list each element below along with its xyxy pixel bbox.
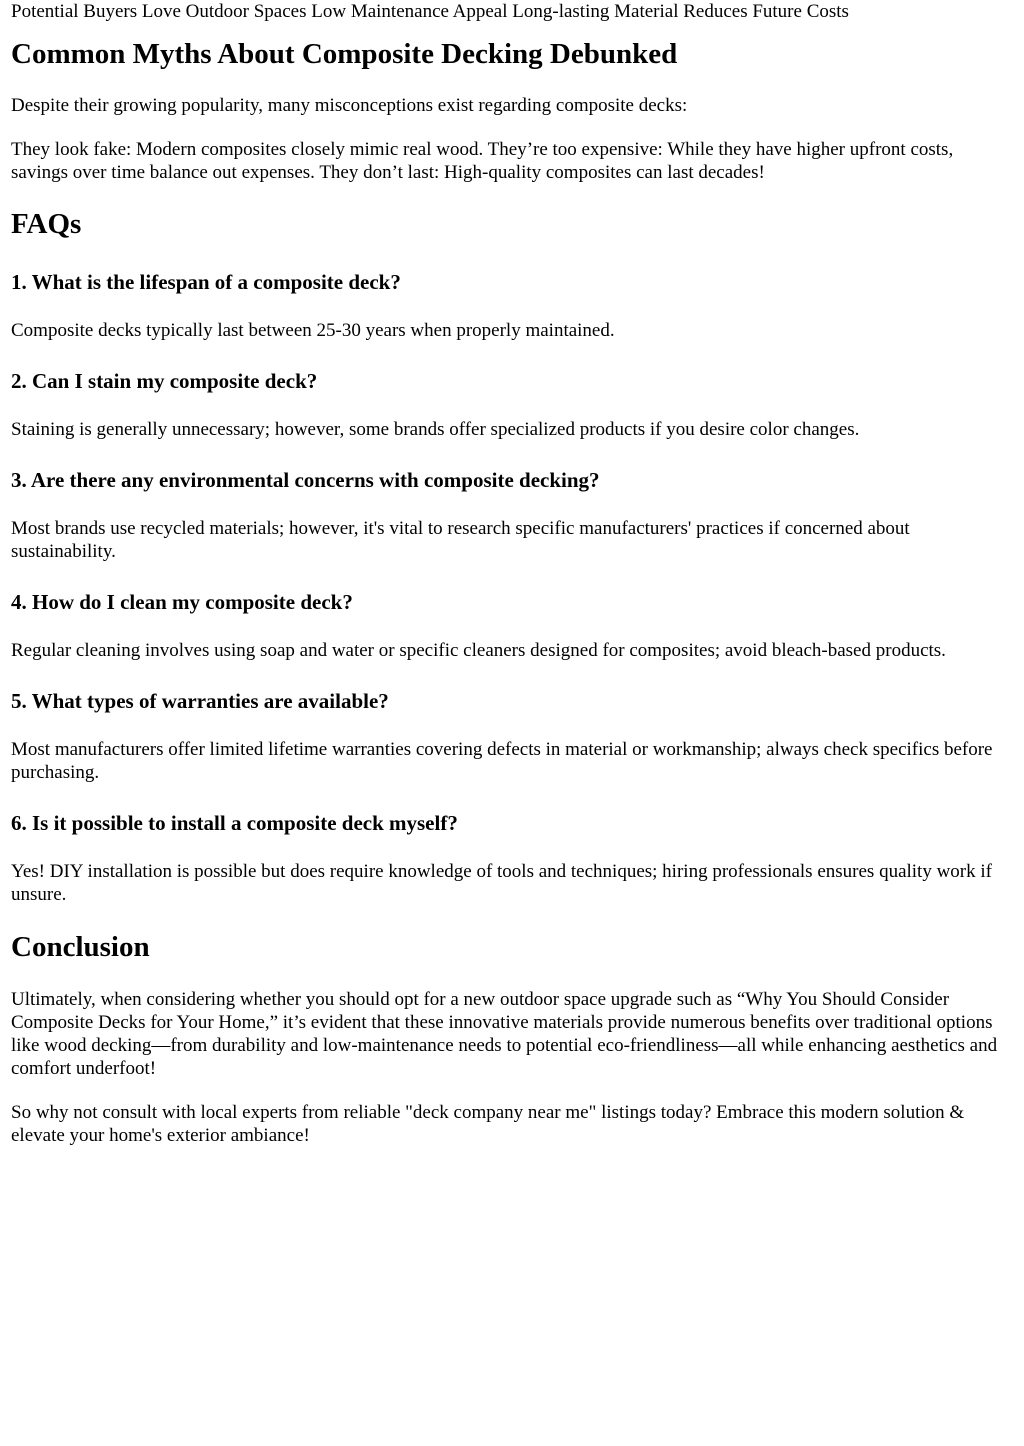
myths-intro-paragraph: Despite their growing popularity, many misconceptions exist regarding composite decks: [11,95,688,116]
faq-answer-3: Most brands use recycled materials; however, it's vital to research specific manufacturers' practices if concerned about sustainability. [11,518,910,562]
conclusion-paragraph-2: So why not consult with local experts from reliable "deck company near me" listings today? Embrace this modern solution & elevate your home's exterior ambiance! [11,1102,965,1146]
faq-answer-4: Regular cleaning involves using soap and water or specific cleaners designed for composites; avoid bleach-based products. [11,640,946,661]
faqs-heading: FAQs [11,208,82,240]
faq-question-6: 6. Is it possible to install a composite deck myself? [11,811,458,835]
faq-answer-2: Staining is generally unnecessary; however, some brands offer specialized products if you desire color changes. [11,419,860,440]
conclusion-heading: Conclusion [11,931,150,963]
faq-question-1: 1. What is the lifespan of a composite deck? [11,270,401,294]
faq-question-2: 2. Can I stain my composite deck? [11,369,318,393]
conclusion-paragraph-1: Ultimately, when considering whether you should opt for a new outdoor space upgrade such as “Why You Should Consider Composite Decks for Your Home,” it’s evident that these innovative materials provide numerous benefits over traditional options like wood decking—from durability and low-maintenance needs to potential eco-friendliness—all while enhancing aesthetics and comfort underfoot! [11,989,998,1079]
myths-heading: Common Myths About Composite Decking Debunked [11,38,678,70]
benefits-summary-line: Potential Buyers Love Outdoor Spaces Low Maintenance Appeal Long-lasting Material Reduces Future Costs [11,1,849,22]
faq-answer-5: Most manufacturers offer limited lifetime warranties covering defects in material or workmanship; always check specifics before purchasing. [11,739,993,783]
faq-question-5: 5. What types of warranties are available? [11,689,389,713]
faq-question-4: 4. How do I clean my composite deck? [11,590,353,614]
faq-answer-6: Yes! DIY installation is possible but does require knowledge of tools and techniques; hiring professionals ensures quality work if unsure. [11,861,992,905]
faq-question-3: 3. Are there any environmental concerns with composite decking? [11,468,600,492]
conclusion-section [11,931,1014,1147]
faqs-section [11,208,1014,906]
myths-section [11,38,1014,184]
myths-body-paragraph: They look fake: Modern composites closely mimic real wood. They’re too expensive: While they have higher upfront costs, savings over time balance out expenses. They don’t last: High-quality composites can last decades! [11,139,954,183]
faq-answer-1: Composite decks typically last between 25-30 years when properly maintained. [11,320,615,341]
